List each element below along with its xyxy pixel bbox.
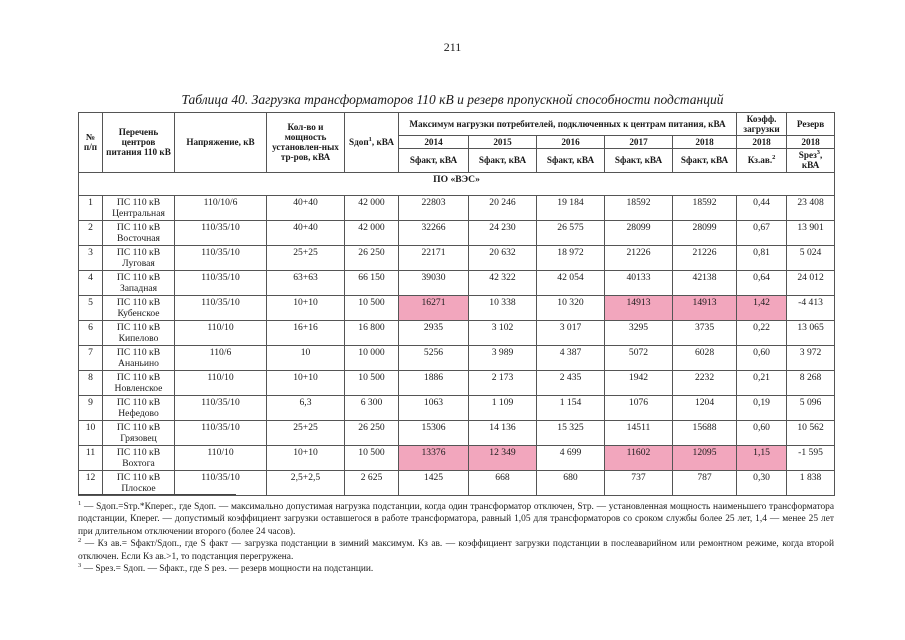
header-kz [737, 149, 787, 172]
header-coeff: Коэфф. загрузки [737, 113, 787, 136]
row-number: 11 [79, 446, 103, 471]
sfact-2018: 42138 [673, 270, 737, 295]
sfact-2016: 2 435 [537, 370, 605, 395]
header-sfact: Sфакт, кВА [673, 149, 737, 172]
sfact-2015: 24 230 [469, 220, 537, 245]
footnote-mark: 3 [78, 561, 82, 569]
sfact-2014: 5256 [399, 345, 469, 370]
load-coefficient: 1,15 [737, 446, 787, 471]
sfact-2017: 14913 [605, 295, 673, 320]
transformer-capacity: 16+16 [267, 320, 345, 345]
table-caption: Таблица 40. Загрузка трансформаторов 110 кВ и резерв пропускной способности подстанций [181, 92, 724, 107]
table-row [79, 270, 835, 295]
sfact-2015: 14 136 [469, 421, 537, 446]
table-body [79, 172, 835, 496]
sfact-2018: 21226 [673, 245, 737, 270]
row-number: 7 [79, 345, 103, 370]
header-sdop-main: Sдоп [349, 137, 369, 148]
reserve-value: -4 413 [787, 295, 835, 320]
footnote-3 [78, 563, 834, 575]
reserve-value: -1 595 [787, 446, 835, 471]
sfact-2014: 32266 [399, 220, 469, 245]
sfact-2018: 2232 [673, 370, 737, 395]
sdop-value: 26 250 [345, 421, 399, 446]
row-number: 10 [79, 421, 103, 446]
voltage: 110/35/10 [175, 245, 267, 270]
header-year: 2015 [469, 136, 537, 149]
load-coefficient: 0,67 [737, 220, 787, 245]
load-coefficient: 0,81 [737, 245, 787, 270]
sfact-2015: 10 338 [469, 295, 537, 320]
load-coefficient: 0,30 [737, 471, 787, 496]
table-row [79, 446, 835, 471]
sfact-2014: 1425 [399, 471, 469, 496]
sfact-2018: 6028 [673, 345, 737, 370]
header-reserve: Резерв [787, 113, 835, 136]
row-number: 12 [79, 471, 103, 496]
voltage: 110/35/10 [175, 471, 267, 496]
footnote-ref-2: 2 [772, 154, 776, 162]
row-number: 9 [79, 396, 103, 421]
sdop-value: 16 800 [345, 320, 399, 345]
load-coefficient: 0,21 [737, 370, 787, 395]
table-row [79, 195, 835, 220]
sfact-2014: 2935 [399, 320, 469, 345]
transformer-capacity: 6,3 [267, 396, 345, 421]
table-row [79, 295, 835, 320]
sfact-2018: 787 [673, 471, 737, 496]
sfact-2018: 14913 [673, 295, 737, 320]
table-row [79, 245, 835, 270]
sdop-value: 10 500 [345, 295, 399, 320]
transformer-capacity: 10+10 [267, 370, 345, 395]
load-coefficient: 0,64 [737, 270, 787, 295]
sfact-2017: 5072 [605, 345, 673, 370]
sdop-value: 10 500 [345, 370, 399, 395]
sdop-value: 6 300 [345, 396, 399, 421]
voltage: 110/35/10 [175, 295, 267, 320]
page-number: 211 [443, 40, 462, 54]
transformer-capacity: 25+25 [267, 421, 345, 446]
header-sfact: Sфакт, кВА [399, 149, 469, 172]
transformer-capacity: 25+25 [267, 245, 345, 270]
footnote-2 [78, 538, 834, 563]
voltage: 110/35/10 [175, 220, 267, 245]
sfact-2016: 10 320 [537, 295, 605, 320]
footnotes [78, 501, 834, 575]
load-coefficient: 0,60 [737, 421, 787, 446]
sdop-value: 42 000 [345, 195, 399, 220]
transformer-capacity: 10+10 [267, 295, 345, 320]
sfact-2018: 15688 [673, 421, 737, 446]
sfact-2014: 22171 [399, 245, 469, 270]
substation-name: ПС 110 кВ Нефедово [103, 396, 175, 421]
reserve-value: 13 901 [787, 220, 835, 245]
sfact-2015: 20 632 [469, 245, 537, 270]
table-row [79, 345, 835, 370]
substation-name: ПС 110 кВ Западная [103, 270, 175, 295]
reserve-value: 3 972 [787, 345, 835, 370]
voltage: 110/35/10 [175, 421, 267, 446]
footnote-text: — Sрез.= Sдоп. — Sфакт., где S рез. — резерв мощности на подстанции. [81, 564, 374, 575]
sfact-2015: 668 [469, 471, 537, 496]
header-coeff-year: 2018 [737, 136, 787, 149]
sfact-2014: 1063 [399, 396, 469, 421]
sdop-value: 2 625 [345, 471, 399, 496]
header-year: 2016 [537, 136, 605, 149]
sdop-value: 66 150 [345, 270, 399, 295]
sfact-2014: 39030 [399, 270, 469, 295]
header-reserve-year: 2018 [787, 136, 835, 149]
sfact-2017: 14511 [605, 421, 673, 446]
sfact-2015: 42 322 [469, 270, 537, 295]
voltage: 110/35/10 [175, 396, 267, 421]
header-sdop-unit: , кВА [371, 137, 394, 148]
sdop-value: 26 250 [345, 245, 399, 270]
sdop-value: 10 500 [345, 446, 399, 471]
substation-name: ПС 110 кВ Центральная [103, 195, 175, 220]
sfact-2015: 1 109 [469, 396, 537, 421]
sfact-2017: 28099 [605, 220, 673, 245]
footnote-ref-1: 1 [368, 136, 372, 144]
sfact-2014: 16271 [399, 295, 469, 320]
sdop-value: 10 000 [345, 345, 399, 370]
header-sfact: Sфакт, кВА [469, 149, 537, 172]
header-num: № п/п [79, 113, 103, 173]
row-number: 5 [79, 295, 103, 320]
transformer-load-table [78, 112, 835, 496]
row-number: 3 [79, 245, 103, 270]
row-number: 6 [79, 320, 103, 345]
header-srez [787, 149, 835, 172]
transformer-capacity: 40+40 [267, 220, 345, 245]
sfact-2015: 3 989 [469, 345, 537, 370]
table-row [79, 320, 835, 345]
header-sdop [345, 113, 399, 173]
header-max-load: Максимум нагрузки потребителей, подключенных к центрам питания, кВА [399, 113, 737, 136]
transformer-capacity: 10+10 [267, 446, 345, 471]
voltage: 110/10 [175, 370, 267, 395]
substation-name: ПС 110 кВ Кубенское [103, 295, 175, 320]
sfact-2015: 12 349 [469, 446, 537, 471]
header-year: 2017 [605, 136, 673, 149]
table-row [79, 220, 835, 245]
table-row [79, 396, 835, 421]
sfact-2018: 18592 [673, 195, 737, 220]
table-row [79, 421, 835, 446]
group-label: ПО «ВЭС» [79, 172, 835, 195]
header-year: 2014 [399, 136, 469, 149]
substation-name: ПС 110 кВ Луговая [103, 245, 175, 270]
sfact-2017: 40133 [605, 270, 673, 295]
transformer-capacity: 2,5+2,5 [267, 471, 345, 496]
voltage: 110/6 [175, 345, 267, 370]
header-sfact: Sфакт, кВА [605, 149, 673, 172]
transformer-capacity: 63+63 [267, 270, 345, 295]
group-row [79, 172, 835, 195]
substation-name: ПС 110 кВ Вохтога [103, 446, 175, 471]
reserve-value: 10 562 [787, 421, 835, 446]
sfact-2016: 4 699 [537, 446, 605, 471]
load-coefficient: 1,42 [737, 295, 787, 320]
voltage: 110/10 [175, 320, 267, 345]
sfact-2017: 21226 [605, 245, 673, 270]
substation-name: ПС 110 кВ Новленское [103, 370, 175, 395]
sfact-2016: 1 154 [537, 396, 605, 421]
reserve-value: 13 065 [787, 320, 835, 345]
load-coefficient: 0,19 [737, 396, 787, 421]
reserve-value: 1 838 [787, 471, 835, 496]
footnote-1 [78, 501, 834, 538]
load-coefficient: 0,22 [737, 320, 787, 345]
sdop-value: 42 000 [345, 220, 399, 245]
sfact-2014: 13376 [399, 446, 469, 471]
table-row [79, 370, 835, 395]
sfact-2018: 28099 [673, 220, 737, 245]
sfact-2017: 1942 [605, 370, 673, 395]
sfact-2014: 22803 [399, 195, 469, 220]
sfact-2016: 18 972 [537, 245, 605, 270]
header-year: 2018 [673, 136, 737, 149]
voltage: 110/35/10 [175, 270, 267, 295]
substation-name: ПС 110 кВ Кипелово [103, 320, 175, 345]
sfact-2016: 15 325 [537, 421, 605, 446]
sfact-2017: 3295 [605, 320, 673, 345]
load-coefficient: 0,44 [737, 195, 787, 220]
reserve-value: 23 408 [787, 195, 835, 220]
voltage: 110/10 [175, 446, 267, 471]
substation-name: ПС 110 кВ Плоское [103, 471, 175, 496]
reserve-value: 24 012 [787, 270, 835, 295]
table-row [79, 471, 835, 496]
sfact-2016: 19 184 [537, 195, 605, 220]
footnote-mark: 2 [78, 537, 82, 545]
row-number: 2 [79, 220, 103, 245]
voltage: 110/10/6 [175, 195, 267, 220]
header-sfact: Sфакт, кВА [537, 149, 605, 172]
footnote-text: — Sдоп.=Sтр.*Кперег., где Sдоп. — максимально допустимая нагрузка подстанции, когда один трансформатор отключен, Sтр. — установленная мощность наименьшего трансформатора подстанции, Кперег. — допустимый коэффициент загрузки оставшегося в работе трансформатора, равный 1,05 для трансформаторов со сроком службы более 25 лет, 1,4 — менее 25 лет при длительном отключении второго (более 24 часов). [78, 502, 834, 537]
substation-name: ПС 110 кВ Ананьино [103, 345, 175, 370]
sfact-2016: 680 [537, 471, 605, 496]
reserve-value: 5 096 [787, 396, 835, 421]
sfact-2014: 15306 [399, 421, 469, 446]
sfact-2017: 11602 [605, 446, 673, 471]
row-number: 8 [79, 370, 103, 395]
sfact-2018: 12095 [673, 446, 737, 471]
sfact-2015: 3 102 [469, 320, 537, 345]
sfact-2017: 737 [605, 471, 673, 496]
header-voltage: Напряжение, кВ [175, 113, 267, 173]
load-coefficient: 0,60 [737, 345, 787, 370]
sfact-2014: 1886 [399, 370, 469, 395]
reserve-value: 5 024 [787, 245, 835, 270]
header-name: Перечень центров питания 110 кВ [103, 113, 175, 173]
footnote-mark: 1 [78, 499, 82, 507]
substation-name: ПС 110 кВ Грязовец [103, 421, 175, 446]
header-kz-main: Кз.ав. [747, 155, 773, 166]
header-srez-main: Sрез [798, 150, 817, 161]
sfact-2016: 26 575 [537, 220, 605, 245]
substation-name: ПС 110 кВ Восточная [103, 220, 175, 245]
sfact-2018: 3735 [673, 320, 737, 345]
sfact-2016: 42 054 [537, 270, 605, 295]
sfact-2016: 3 017 [537, 320, 605, 345]
row-number: 4 [79, 270, 103, 295]
header-transformers: Кол-во и мощность установлен-ных тр-ров, кВА [267, 113, 345, 173]
reserve-value: 8 268 [787, 370, 835, 395]
sfact-2017: 18592 [605, 195, 673, 220]
footnote-divider [78, 494, 236, 495]
sfact-2018: 1204 [673, 396, 737, 421]
sfact-2017: 1076 [605, 396, 673, 421]
row-number: 1 [79, 195, 103, 220]
sfact-2016: 4 387 [537, 345, 605, 370]
footnote-ref-3: 3 [816, 149, 821, 157]
transformer-capacity: 10 [267, 345, 345, 370]
sfact-2015: 20 246 [469, 195, 537, 220]
footnote-text: — Кз ав.= Sфакт/Sдоп., где S факт — загрузка подстанции в зимний максимум. Кз ав. — коэффициент загрузки подстанции в послеаварийном или ремонтном режиме, когда второй отключен. Если Кз ав.>1, то подстанция перегружена. [78, 539, 834, 562]
transformer-capacity: 40+40 [267, 195, 345, 220]
sfact-2015: 2 173 [469, 370, 537, 395]
header-srez-unit: , кВА [801, 150, 823, 171]
